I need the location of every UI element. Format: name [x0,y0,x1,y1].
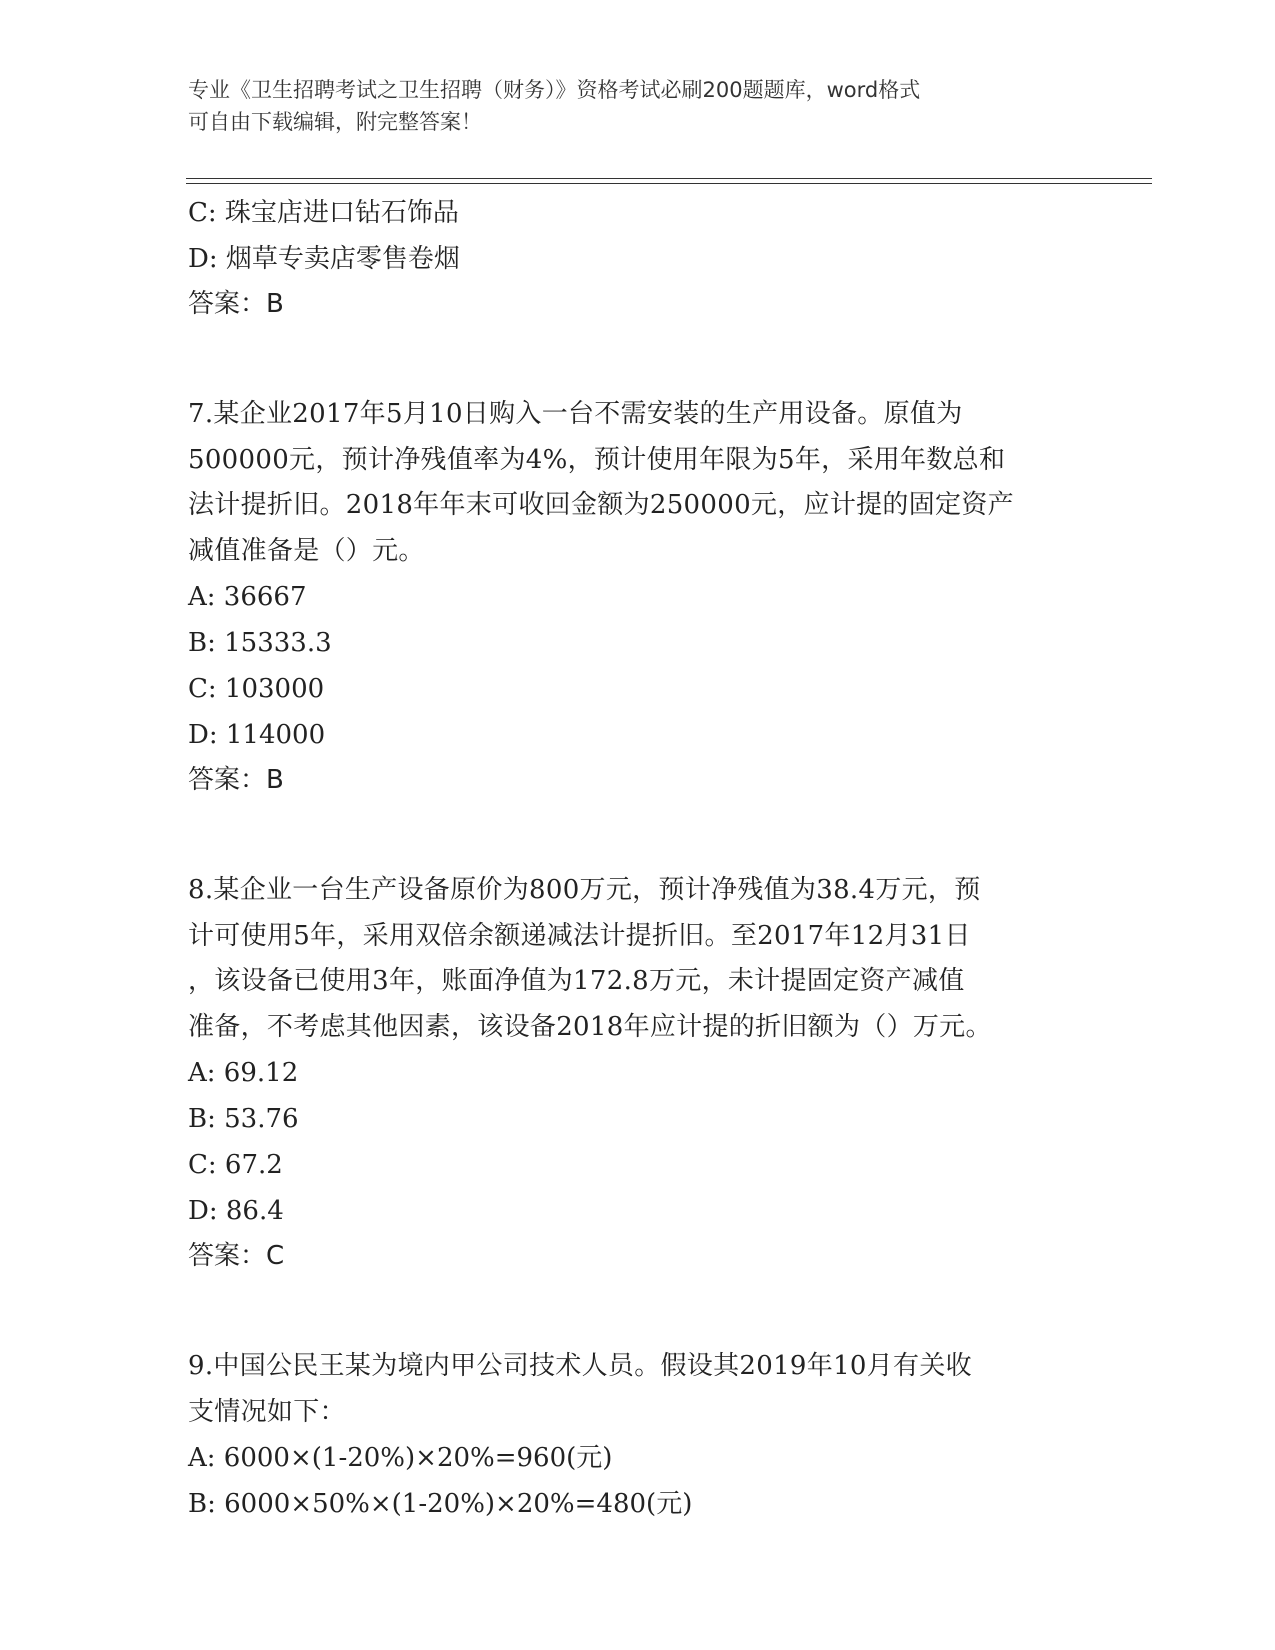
header-title-line1: 专业《卫生招聘考试之卫生招聘（财务）》资格考试必刷200题题库，word格式 [188,78,921,102]
question-8 [188,868,1088,1278]
answer-line: 答案：C [188,1241,285,1271]
question-6-continued [188,190,1088,326]
option-a: A: 69.12 [188,1058,299,1088]
option-d: D: 烟草专卖店零售卷烟 [188,244,460,274]
question-text-line: 减值准备是（）元。 [188,535,425,566]
option-a: A: 36667 [188,582,307,612]
option-b: B: 15333.3 [188,628,332,658]
option-a: A: 6000×(1-20%)×20%=960(元) [188,1443,613,1473]
question-7 [188,392,1088,802]
question-text-line: 7.某企业2017年5月10日购入一台不需安装的生产用设备。原值为 [188,399,963,429]
answer-line: 答案：B [188,765,284,795]
question-9 [188,1344,1088,1527]
option-d: D: 86.4 [188,1196,284,1226]
answer-line: 答案：B [188,289,284,319]
header-divider-top [186,178,1152,179]
option-b: B: 6000×50%×(1-20%)×20%=480(元) [188,1489,693,1519]
option-c: C: 103000 [188,674,325,704]
document-header [188,74,1068,138]
question-text-line: 500000元，预计净残值率为4%，预计使用年限为5年，采用年数总和 [188,444,1006,475]
option-c: C: 珠宝店进口钻石饰品 [188,198,459,228]
question-text-line: 8.某企业一台生产设备原价为800万元，预计净残值为38.4万元，预 [188,875,981,905]
question-text-line: 支情况如下： [188,1396,346,1427]
document-body [188,190,1088,1527]
option-b: B: 53.76 [188,1104,299,1134]
question-text-line: 法计提折旧。2018年年末可收回金额为250000元，应计提的固定资产 [188,490,1014,520]
question-text-line: 计可使用5年，采用双倍余额递减法计提折旧。至2017年12月31日 [188,920,971,951]
option-c: C: 67.2 [188,1150,283,1180]
question-text-line: ，该设备已使用3年，账面净值为172.8万元，未计提固定资产减值 [188,966,965,996]
question-text-line: 准备，不考虑其他因素，该设备2018年应计提的折旧额为（）万元。 [188,1011,992,1042]
header-divider-bottom [186,183,1152,184]
header-title-line2: 可自由下载编辑，附完整答案！ [188,110,482,134]
option-d: D: 114000 [188,720,326,750]
question-text-line: 9.中国公民王某为境内甲公司技术人员。假设其2019年10月有关收 [188,1351,972,1381]
